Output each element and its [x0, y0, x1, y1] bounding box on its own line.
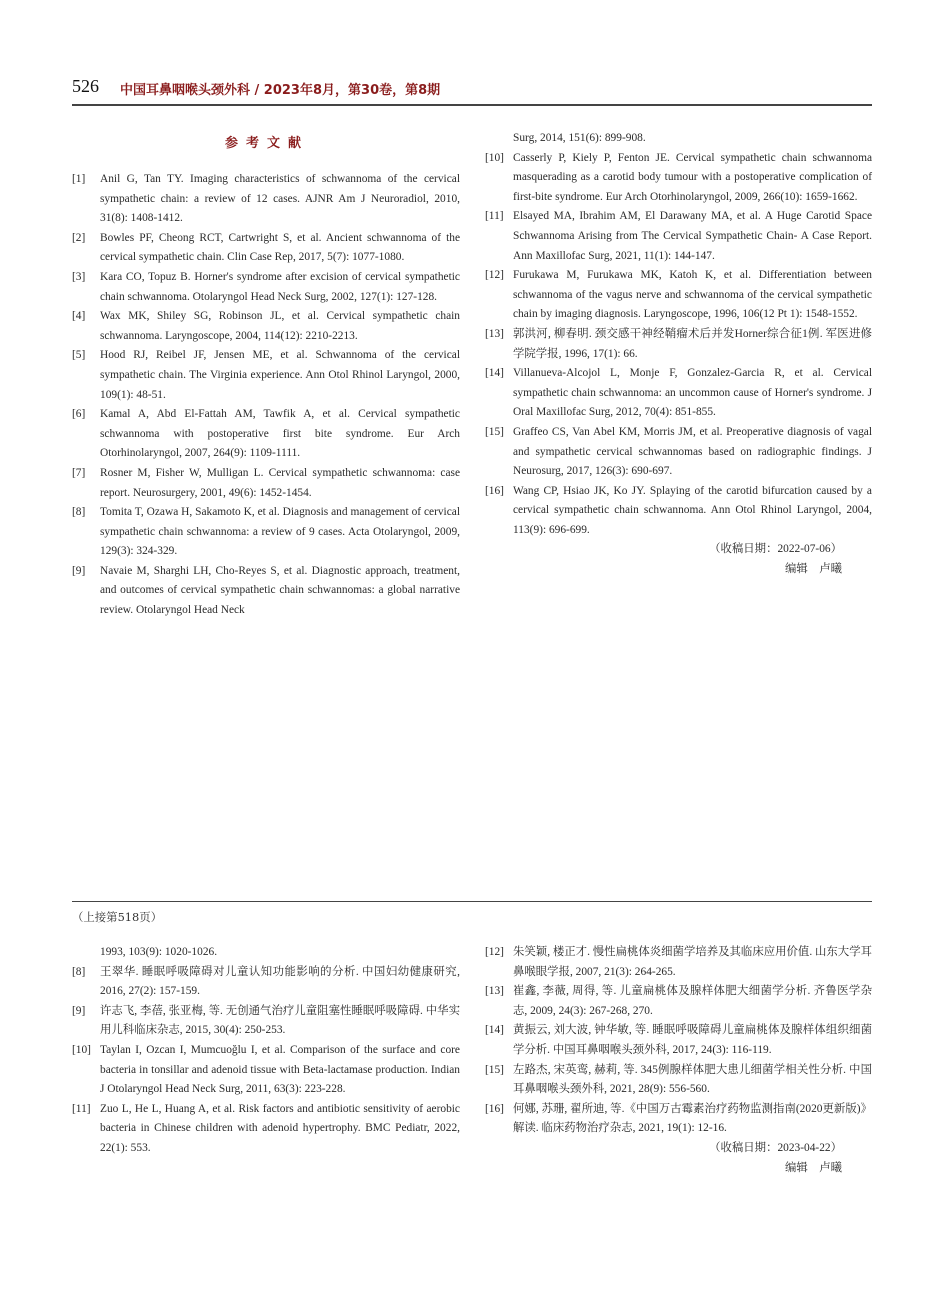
- reference-item: [72, 307, 460, 346]
- reference-text: Hood RJ, Reibel JF, Jensen ME, et al. Schwannoma of the cervical sympathetic chain. The Virginia experience. Ann Otol Rhinol Laryngol, 2000, 109(1): 48-51.: [100, 349, 460, 401]
- reference-number: [14]: [485, 367, 504, 380]
- continued-from-note: （上接第518页）: [72, 910, 163, 924]
- references-lower-left: [72, 943, 460, 1159]
- reference-text: 郭洪河, 柳春明. 颈交感干神经鞘瘤术后并发Horner综合征1例. 军医进修学院学报, 1996, 17(1): 66.: [513, 327, 872, 360]
- reference-item: [72, 963, 460, 1002]
- references-lower-right: [485, 943, 872, 1178]
- reference-item: [485, 982, 872, 1021]
- editor-credit: 编辑 卢曦: [785, 1161, 842, 1174]
- reference-item: [485, 266, 872, 325]
- received-date: （收稿日期：2022-07-06）: [709, 543, 842, 556]
- reference-text: Rosner M, Fisher W, Mulligan L. Cervical sympathetic schwannoma: case report. Neurosurgery, 2001, 49(6): 1452-1454.: [100, 466, 460, 499]
- reference-item: [72, 170, 460, 229]
- reference-item: [72, 229, 460, 268]
- reference-item: [72, 1041, 460, 1100]
- reference-number: [1]: [72, 173, 86, 185]
- reference-text: Anil G, Tan TY. Imaging characteristics of schwannoma of the cervical sympathetic chain: a review of 12 cases. AJNR Am J Neuroradiol, 2010, 31(8): 1408-1412.: [100, 173, 460, 225]
- reference-text: Zuo L, He L, Huang A, et al. Risk factors and antibiotic sensitivity of aerobic bacteria in Chinese children with adenoid hypertrophy. BMC Pediatr, 2022, 22(1): 553.: [100, 1102, 460, 1154]
- reference-item: [72, 503, 460, 562]
- reference-item: [485, 1100, 872, 1139]
- editor-credit: 编辑 卢曦: [785, 563, 842, 576]
- journal-title: 中国耳鼻咽喉头颈外科 / 2023年8月，第30卷，第8期: [120, 83, 441, 98]
- reference-number: [8]: [72, 506, 86, 519]
- reference-item: [485, 364, 872, 423]
- reference-number: [9]: [72, 564, 86, 577]
- reference-text: Graffeo CS, Van Abel KM, Morris JM, et al. Preoperative diagnosis of vagal and sympathetic cervical schwannomas based on radiographic findings. J Neurosurg, 2017, 126(3): 690-697.: [513, 425, 872, 478]
- reference-text: 朱笑颖, 楼正才. 慢性扁桃体炎细菌学培养及其临床应用价值. 山东大学耳鼻喉眼学报, 2007, 21(3): 264-265.: [513, 946, 872, 978]
- reference-number: [10]: [72, 1043, 91, 1056]
- references-upper-right: [485, 129, 872, 580]
- reference-text: Kamal A, Abd El-Fattah AM, Tawfik A, et al. Cervical sympathetic schwannoma with postoperative first bite syndrome. Eur Arch Otorhinolaryngol, 2007, 264(9): 1109-1111.: [100, 408, 460, 460]
- reference-number: [12]: [485, 269, 504, 282]
- reference-item: [485, 1021, 872, 1060]
- reference-text: Wang CP, Hsiao JK, Ko JY. Splaying of the carotid bifurcation caused by a cervical sympathetic chain schwannoma. Ann Otol Rhinol Laryngol, 2004, 113(9): 696-699.: [513, 484, 872, 536]
- reference-text: Elsayed MA, Ibrahim AM, El Darawany MA, et al. A Huge Carotid Space Schwannoma Arising from The Cervical Sympathetic Chain- A Case Report. Ann Maxillofac Surg, 2021, 11(1): 144-147.: [513, 210, 872, 262]
- reference-item: [72, 268, 460, 307]
- reference-item: [485, 1061, 872, 1100]
- reference-number: [15]: [485, 1063, 504, 1076]
- header-rule: [72, 104, 872, 106]
- reference-continuation: 1993, 103(9): 1020-1026.: [100, 946, 218, 958]
- page-number: 526: [72, 76, 99, 96]
- reference-text: Villanueva-Alcojol L, Monje F, Gonzalez-Garcia R, et al. Cervical sympathetic chain schwannoma: an uncommon cause of Horner's syndrome. J Oral Maxillofac Surg, 2012, 70(4): 851-855.: [513, 367, 872, 419]
- section-title: 参考文献: [224, 136, 309, 151]
- reference-item: [485, 149, 872, 208]
- reference-item: [485, 943, 872, 982]
- reference-item: [72, 405, 460, 464]
- reference-number: [11]: [72, 1102, 91, 1115]
- reference-continuation: Surg, 2014, 151(6): 899-908.: [513, 132, 646, 144]
- reference-text: 黄振云, 刘大波, 钟华敏, 等. 睡眠呼吸障碍儿童扁桃体及腺样体组织细菌学分析. 中国耳鼻咽喉头颈外科, 2017, 24(3): 116-119.: [513, 1024, 872, 1056]
- reference-item: [485, 423, 872, 482]
- reference-item: [72, 562, 460, 621]
- reference-text: Bowles PF, Cheong RCT, Cartwright S, et al. Ancient schwannoma of the cervical sympathetic chain. Clin Case Rep, 2017, 5(7): 1077-1080.: [100, 231, 460, 264]
- reference-number: [9]: [72, 1004, 86, 1017]
- reference-text: Furukawa M, Furukawa MK, Katoh K, et al. Differentiation between schwannoma of the vagus nerve and schwannoma of the cervical sympathetic chain by imaging diagnosis. Laryngoscope, 1996, 106(12 Pt 1): 1548-1552.: [513, 269, 872, 321]
- reference-number: [12]: [485, 946, 504, 958]
- reference-number: [15]: [485, 425, 504, 438]
- reference-text: 许志飞, 李蓓, 张亚梅, 等. 无创通气治疗儿童阻塞性睡眠呼吸障碍. 中华实用儿科临床杂志, 2015, 30(4): 250-253.: [100, 1004, 460, 1037]
- references-upper-left: [72, 170, 460, 621]
- reference-text: 崔鑫, 李薇, 周得, 等. 儿童扁桃体及腺样体肥大细菌学分析. 齐鲁医学杂志, 2009, 24(3): 267-268, 270.: [513, 985, 872, 1017]
- reference-text: Wax MK, Shiley SG, Robinson JL, et al. Cervical sympathetic chain schwannoma. Laryngoscope, 2004, 114(12): 2210-2213.: [100, 310, 460, 342]
- section-divider: [72, 901, 872, 902]
- reference-item: [485, 482, 872, 541]
- reference-number: [5]: [72, 349, 86, 362]
- reference-number: [8]: [72, 965, 86, 978]
- reference-item: [72, 1002, 460, 1041]
- reference-text: 王翠华. 睡眠呼吸障碍对儿童认知功能影响的分析. 中国妇幼健康研究, 2016, 27(2): 157-159.: [100, 965, 460, 998]
- reference-number: [2]: [72, 231, 86, 244]
- reference-number: [3]: [72, 270, 86, 283]
- reference-number: [14]: [485, 1024, 504, 1037]
- reference-text: Casserly P, Kiely P, Fenton JE. Cervical sympathetic chain schwannoma masquerading as a carotid body tumour with a postoperative complication of first-bite syndrome. Eur Arch Otorhinolaryngol, 2009, 266(10): 1659-1662.: [513, 151, 872, 203]
- reference-number: [16]: [485, 1102, 504, 1115]
- reference-number: [11]: [485, 210, 504, 223]
- reference-item: [72, 346, 460, 405]
- reference-item: [485, 207, 872, 266]
- reference-number: [16]: [485, 484, 504, 497]
- reference-text: 左路杰, 宋英鸾, 赫莉, 等. 345例腺样体肥大患儿细菌学相关性分析. 中国耳鼻咽喉头颈外科, 2021, 28(9): 556-560.: [513, 1063, 872, 1096]
- reference-text: Taylan I, Ozcan I, Mumcuoğlu I, et al. Comparison of the surface and core bacteria in tonsillar and adenoid tissue with Beta-lactamase production. Indian J Otolaryngol Head Neck Surg, 2011, 63(3): 223-228.: [100, 1043, 460, 1096]
- reference-text: Tomita T, Ozawa H, Sakamoto K, et al. Diagnosis and management of cervical sympathetic chain schwannoma: a review of 9 cases. Acta Otolaryngol, 2009, 129(3): 324-329.: [100, 506, 460, 558]
- reference-item: [485, 325, 872, 364]
- reference-number: [13]: [485, 985, 504, 998]
- reference-number: [7]: [72, 466, 86, 479]
- reference-text: Navaie M, Sharghi LH, Cho-Reyes S, et al. Diagnostic approach, treatment, and outcomes of cervical sympathetic chain schwannomas: a global narrative review. Otolaryngol Head Neck: [100, 564, 460, 617]
- reference-number: [4]: [72, 310, 86, 323]
- reference-item: [72, 464, 460, 503]
- reference-number: [10]: [485, 151, 504, 164]
- reference-text: Kara CO, Topuz B. Horner's syndrome after excision of cervical sympathetic chain schwannoma. Otolaryngol Head Neck Surg, 2002, 127(1): 127-128.: [100, 270, 460, 303]
- received-date: （收稿日期：2023-04-22）: [709, 1141, 842, 1154]
- running-header: [72, 76, 872, 102]
- reference-text: 何娜, 苏珊, 翟所迪, 等.《中国万古霉素治疗药物监测指南(2020更新版)》解读. 临床药物治疗杂志, 2021, 19(1): 12-16.: [513, 1102, 872, 1135]
- reference-item: [72, 1100, 460, 1159]
- reference-number: [6]: [72, 408, 86, 421]
- reference-number: [13]: [485, 327, 504, 340]
